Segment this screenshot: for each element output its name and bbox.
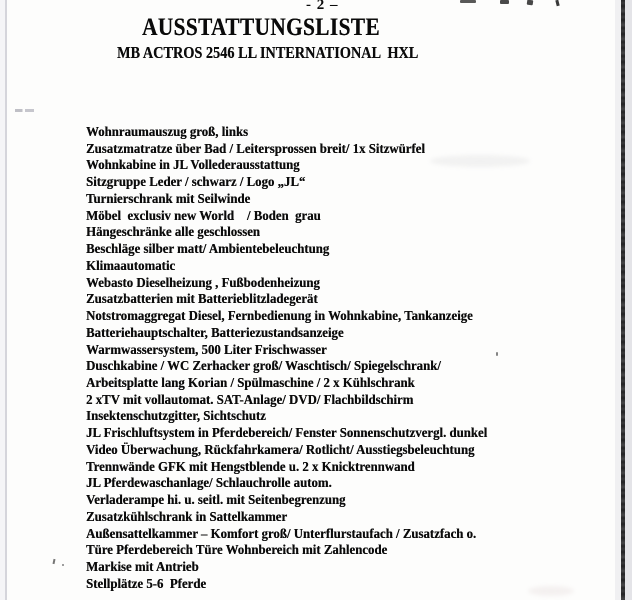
scan-artifact-cutoff-text — [527, 0, 534, 5]
list-item: 2 xTV mit vollautomat. SAT-Anlage/ DVD/ Flachbildschirm — [86, 391, 414, 407]
list-item: Duschkabine / WC Zerhacker groß/ Waschtisch/ Spiegelschrank/ — [86, 358, 441, 374]
list-item: Video Überwachung, Rückfahrkamera/ Rotlicht/ Ausstiegsbeleuchtung — [86, 441, 475, 457]
scan-artifact-cutoff-text — [555, 0, 559, 6]
list-item: Hängeschränke alle geschlossen — [86, 224, 260, 240]
list-item: Trennwände GFK mit Hengstblende u. 2 x Knicktrennwand — [86, 458, 415, 474]
list-item: Markise mit Antrieb — [86, 559, 199, 575]
scan-artifact-speck — [53, 559, 56, 564]
list-item: Türe Pferdebereich Türe Wohnbereich mit Zahlencode — [86, 542, 388, 558]
list-item: Stellplätze 5-6 Pferde — [86, 575, 207, 591]
document-title: AUSSTATTUNGSLISTE — [142, 14, 380, 41]
list-item: JL Frischluftsystem in Pferdebereich/ Fenster Sonnenschutzvergl. dunkel — [86, 425, 488, 441]
list-item: Beschläge silber matt/ Ambientebeleuchtung — [86, 241, 330, 257]
list-item: Turnierschrank mit Seilwinde — [86, 190, 251, 206]
list-item: Zusatzbatterien mit Batterieblitzladegerät — [86, 291, 318, 307]
page-number: - 2 – — [306, 0, 339, 13]
list-item: Insektenschutzgitter, Sichtschutz — [86, 408, 266, 424]
list-item: Sitzgruppe Leder / schwarz / Logo „JL“ — [86, 174, 306, 190]
equipment-list — [86, 124, 607, 593]
list-item: Zusatzkühlschrank in Sattelkammer — [86, 508, 288, 524]
list-item: Außensattelkammer – Komfort groß/ Unterflurstaufach / Zusatzfach o. — [86, 525, 477, 541]
list-item: Notstromaggregat Diesel, Fernbedienung in Wohnkabine, Tankanzeige — [86, 308, 473, 324]
list-item: Verladerampe hi. u. seitl. mit Seitenbegrenzung — [86, 492, 346, 508]
list-item: Webasto Dieselheizung , Fußbodenheizung — [86, 274, 320, 290]
document-subtitle: MB ACTROS 2546 LL INTERNATIONAL HXL — [117, 43, 419, 62]
scan-artifact-smudge — [15, 109, 34, 112]
list-item: Wohnraumauszug groß, links — [86, 124, 248, 139]
list-item: Batteriehauptschalter, Batteriezustandsanzeige — [86, 324, 344, 340]
list-item: Zusatzmatratze über Bad / Leitersprossen breit/ 1x Sitzwürfel — [86, 140, 425, 156]
scan-artifact-cutoff-text — [500, 0, 509, 4]
list-item: Warmwassersystem, 500 Liter Frischwasser — [86, 341, 327, 357]
list-item: JL Pferdewaschanlage/ Schlauchrolle autom. — [86, 475, 332, 491]
list-item: Möbel exclusiv new World / Boden grau — [86, 207, 321, 223]
scan-right-outer-strip — [625, 0, 632, 600]
page-left-edge-line — [5, 0, 7, 600]
list-item: Wohnkabine in JL Vollederausstattung — [86, 157, 300, 173]
list-item: Klimaautomatic — [86, 257, 176, 273]
scan-artifact-speck — [62, 564, 64, 566]
list-item: Arbeitsplatte lang Korian / Spülmaschine / 2 x Kühlschrank — [86, 375, 415, 391]
scan-artifact-cutoff-text — [460, 0, 476, 3]
